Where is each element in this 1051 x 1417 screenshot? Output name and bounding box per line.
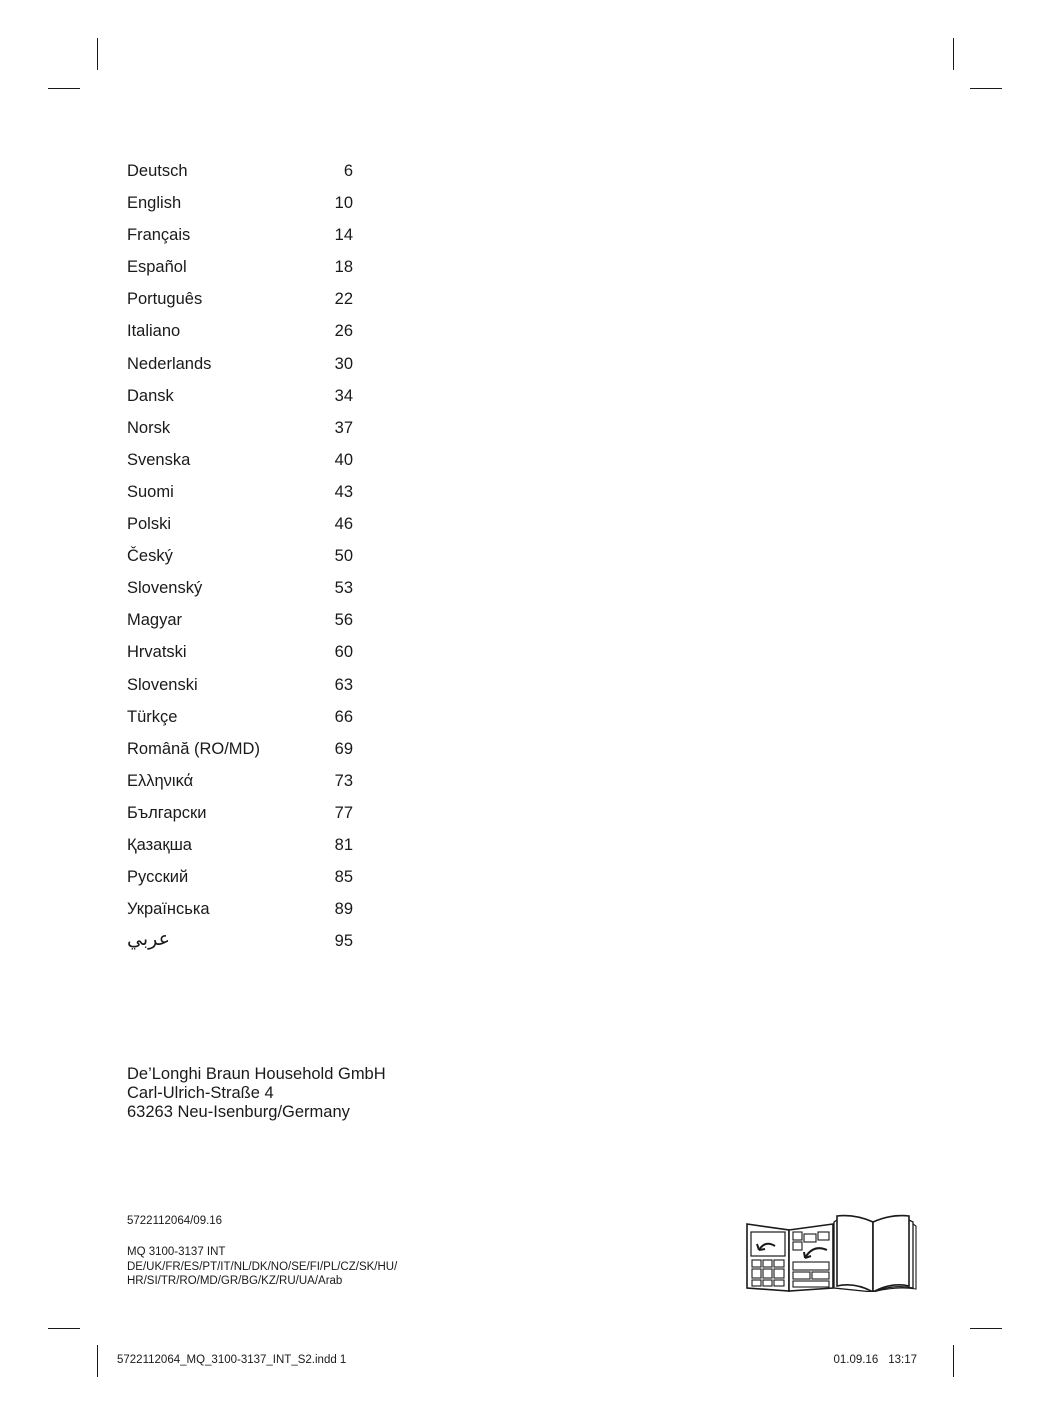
crop-mark [970, 1328, 1002, 1329]
language-name: Polski [127, 515, 172, 534]
crop-mark [953, 1345, 954, 1377]
page-number: 14 [334, 226, 353, 245]
language-name: Ελληνικά [127, 771, 194, 790]
fold-out-manual-icon [745, 1212, 917, 1292]
page-number: 73 [334, 771, 353, 790]
language-name: Italiano [127, 322, 181, 341]
language-name: Қазақша [127, 835, 192, 854]
model-range: MQ 3100-3137 INT [127, 1246, 226, 1258]
language-name: Français [127, 226, 191, 245]
footer-timestamp [833, 1354, 917, 1366]
city: 63263 Neu-Isenburg/Germany [127, 1103, 350, 1121]
footer-date: 01.09.16 [833, 1354, 879, 1366]
toc-entry [127, 705, 353, 737]
page-number: 37 [334, 418, 353, 437]
language-name: Suomi [127, 482, 174, 501]
page-number: 46 [334, 515, 353, 534]
language-name: Português [127, 290, 203, 309]
language-name: Deutsch [127, 162, 188, 180]
page-number: 22 [334, 290, 353, 309]
language-name: Svenska [127, 450, 191, 469]
toc-entry [127, 416, 353, 448]
language-name: Română (RO/MD) [127, 739, 260, 758]
language-name: Nederlands [127, 354, 212, 373]
model-info [127, 1245, 397, 1289]
language-name: Hrvatski [127, 643, 187, 662]
language-name: Magyar [127, 611, 183, 630]
page-number: 56 [334, 611, 353, 630]
manufacturer-address [127, 1065, 386, 1122]
toc-entry [127, 255, 353, 287]
crop-mark [97, 1345, 98, 1377]
document-number: 5722112064/09.16 [127, 1215, 223, 1227]
language-name: Slovenský [127, 579, 203, 598]
crop-mark [970, 88, 1002, 89]
toc-entry [127, 223, 353, 255]
crop-mark [953, 38, 954, 70]
page-number: 66 [334, 707, 353, 726]
page-number: 95 [334, 932, 353, 951]
language-index [127, 159, 353, 961]
page-number: 89 [334, 900, 353, 919]
page-number: 26 [334, 322, 353, 341]
page-number: 40 [334, 450, 353, 469]
page-number: 10 [334, 194, 353, 213]
toc-entry [127, 769, 353, 801]
page-number: 50 [334, 547, 353, 566]
country-codes-2: HR/SI/TR/RO/MD/GR/BG/KZ/RU/UA/Arab [127, 1275, 343, 1287]
page-number: 63 [334, 675, 353, 694]
page-number: 77 [334, 803, 353, 822]
toc-entry [127, 384, 353, 416]
crop-mark [48, 1328, 80, 1329]
toc-entry [127, 544, 353, 576]
language-name: Norsk [127, 418, 171, 437]
toc-entry [127, 929, 353, 961]
toc-entry [127, 737, 353, 769]
company-name: De’Longhi Braun Household GmbH [127, 1065, 386, 1083]
language-name: Türkçe [127, 707, 178, 726]
language-name: Українська [127, 900, 210, 919]
toc-entry [127, 640, 353, 672]
toc-entry [127, 352, 353, 384]
language-name: عربي [127, 928, 170, 951]
toc-entry [127, 897, 353, 929]
street: Carl-Ulrich-Straße 4 [127, 1084, 274, 1102]
toc-entry [127, 319, 353, 351]
language-name: English [127, 194, 182, 213]
page-number: 34 [334, 386, 353, 405]
footer-file-name: 5722112064_MQ_3100-3137_INT_S2.indd 1 [117, 1354, 347, 1366]
page-number: 69 [334, 739, 353, 758]
crop-mark [48, 88, 80, 89]
page-number: 18 [334, 258, 353, 277]
toc-entry [127, 448, 353, 480]
page-number: 85 [334, 868, 353, 887]
toc-entry [127, 191, 353, 223]
footer-time: 13:17 [888, 1354, 917, 1366]
toc-entry [127, 673, 353, 705]
page-number: 30 [334, 354, 353, 373]
language-name: Dansk [127, 386, 174, 405]
toc-entry [127, 608, 353, 640]
language-name: Български [127, 803, 207, 822]
toc-entry [127, 287, 353, 319]
toc-entry [127, 512, 353, 544]
language-name: Slovenski [127, 675, 198, 694]
language-name: Český [127, 547, 173, 566]
language-name: Русский [127, 868, 189, 887]
crop-mark [97, 38, 98, 70]
toc-entry [127, 865, 353, 897]
country-codes-1: DE/UK/FR/ES/PT/IT/NL/DK/NO/SE/FI/PL/CZ/SK/HU/ [127, 1260, 398, 1273]
toc-entry [127, 801, 353, 833]
page-number: 53 [334, 579, 353, 598]
toc-entry [127, 833, 353, 865]
toc-entry [127, 576, 353, 608]
toc-entry [127, 480, 353, 512]
page-number: 6 [343, 162, 353, 180]
page-number: 60 [334, 643, 353, 662]
page-number: 81 [334, 835, 353, 854]
language-name: Español [127, 258, 187, 277]
toc-entry [127, 159, 353, 191]
page-number: 43 [334, 482, 353, 501]
